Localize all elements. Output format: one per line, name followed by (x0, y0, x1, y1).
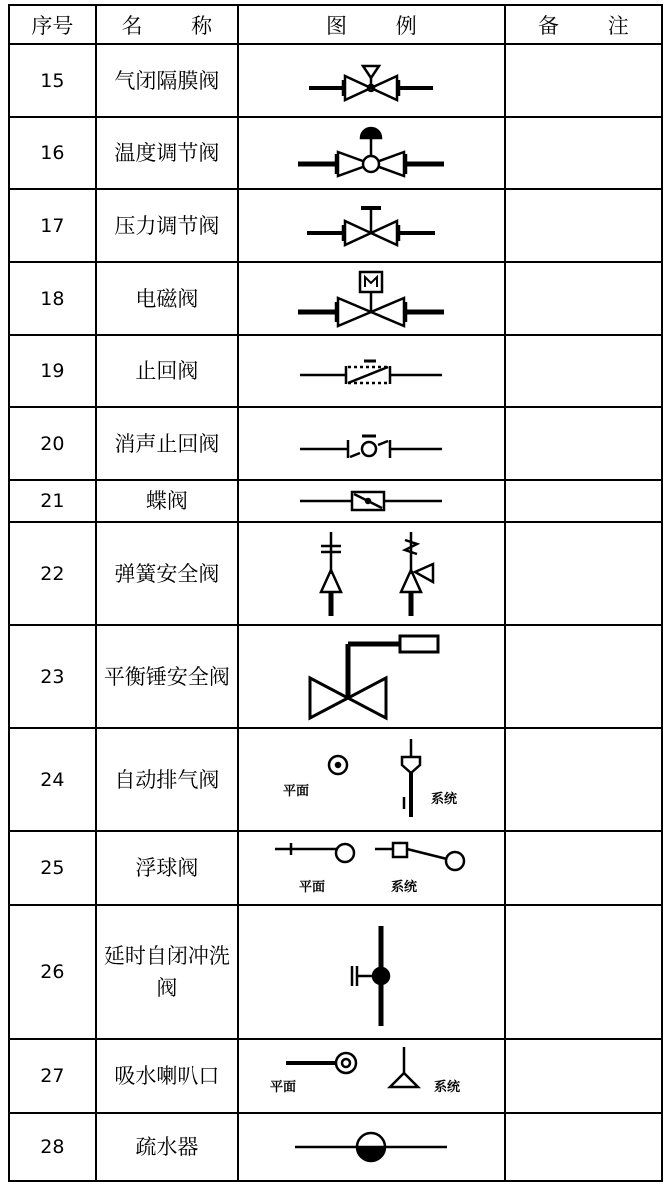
row-remark (505, 1039, 662, 1113)
row-seq: 27 (9, 1039, 96, 1113)
row-name: 弹簧安全阀 (96, 522, 238, 625)
table-row (9, 189, 662, 262)
row-remark (505, 480, 662, 522)
row-seq: 26 (9, 905, 96, 1039)
automatic-air-vent-icon (271, 735, 471, 825)
float-valve-icon (271, 835, 471, 901)
row-seq: 20 (9, 407, 96, 480)
row-remark (505, 262, 662, 335)
table-row (9, 728, 662, 831)
row-name: 延时自闭冲洗阀 (96, 905, 238, 1039)
row-name: 气闭隔膜阀 (96, 44, 238, 117)
pneumatic-closed-diaphragm-valve-icon (301, 56, 441, 106)
header-legend: 图 例 (238, 5, 505, 44)
plan-label: 平面 (299, 880, 326, 895)
row-name: 浮球阀 (96, 831, 238, 905)
row-seq: 28 (9, 1113, 96, 1181)
row-symbol (238, 335, 505, 407)
table-row (9, 117, 662, 189)
row-remark (505, 905, 662, 1039)
row-seq: 23 (9, 625, 96, 728)
row-name: 温度调节阀 (96, 117, 238, 189)
steam-trap-icon (291, 1129, 451, 1165)
plan-label: 平面 (270, 1080, 297, 1095)
row-symbol (238, 189, 505, 262)
suction-bell-mouth-icon (266, 1043, 476, 1109)
counterweight-safety-valve-icon (296, 630, 446, 724)
solenoid-valve-icon (296, 268, 446, 330)
row-symbol (238, 905, 505, 1039)
table-row (9, 1039, 662, 1113)
delayed-self-closing-flush-valve-icon (311, 912, 431, 1032)
row-symbol (238, 1039, 505, 1113)
row-name: 消声止回阀 (96, 407, 238, 480)
row-remark (505, 335, 662, 407)
row-remark (505, 117, 662, 189)
row-remark (505, 44, 662, 117)
butterfly-valve-icon (296, 486, 446, 516)
row-name: 吸水喇叭口 (96, 1039, 238, 1113)
row-name: 平衡锤安全阀 (96, 625, 238, 728)
row-symbol (238, 480, 505, 522)
header-seq: 序号 (9, 5, 96, 44)
row-seq: 21 (9, 480, 96, 522)
row-symbol (238, 522, 505, 625)
row-symbol (238, 1113, 505, 1181)
table-row (9, 905, 662, 1039)
row-seq: 15 (9, 44, 96, 117)
table-row (9, 335, 662, 407)
row-seq: 17 (9, 189, 96, 262)
table-row (9, 1113, 662, 1181)
pressure-regulating-valve-icon (301, 201, 441, 251)
table-row (9, 831, 662, 905)
row-seq: 16 (9, 117, 96, 189)
silent-check-valve-icon (296, 424, 446, 464)
system-label: 系统 (434, 1080, 461, 1095)
row-symbol (238, 407, 505, 480)
legend-table (8, 4, 663, 1182)
row-remark (505, 831, 662, 905)
row-symbol (238, 44, 505, 117)
check-valve-icon (296, 351, 446, 391)
row-symbol (238, 117, 505, 189)
row-name: 蝶阀 (96, 480, 238, 522)
row-name: 疏水器 (96, 1113, 238, 1181)
table-row (9, 407, 662, 480)
plan-label: 平面 (283, 783, 310, 799)
row-remark (505, 728, 662, 831)
table-row (9, 262, 662, 335)
row-remark (505, 522, 662, 625)
row-symbol (238, 625, 505, 728)
row-symbol (238, 728, 505, 831)
temperature-control-valve-icon (296, 124, 446, 182)
table-row (9, 480, 662, 522)
row-remark (505, 1113, 662, 1181)
table-row (9, 522, 662, 625)
row-seq: 19 (9, 335, 96, 407)
row-remark (505, 625, 662, 728)
header-name: 名 称 (96, 5, 238, 44)
system-label: 系统 (391, 880, 418, 895)
header-row (9, 5, 662, 44)
row-name: 电磁阀 (96, 262, 238, 335)
row-name: 压力调节阀 (96, 189, 238, 262)
row-name: 自动排气阀 (96, 728, 238, 831)
row-seq: 22 (9, 522, 96, 625)
row-symbol (238, 831, 505, 905)
row-seq: 25 (9, 831, 96, 905)
spring-safety-valve-icon (281, 526, 461, 622)
row-remark (505, 189, 662, 262)
system-label: 系统 (431, 791, 458, 807)
row-remark (505, 407, 662, 480)
row-seq: 24 (9, 728, 96, 831)
row-symbol (238, 262, 505, 335)
header-remark: 备 注 (505, 5, 662, 44)
table-row (9, 44, 662, 117)
table-row (9, 625, 662, 728)
row-name: 止回阀 (96, 335, 238, 407)
row-seq: 18 (9, 262, 96, 335)
